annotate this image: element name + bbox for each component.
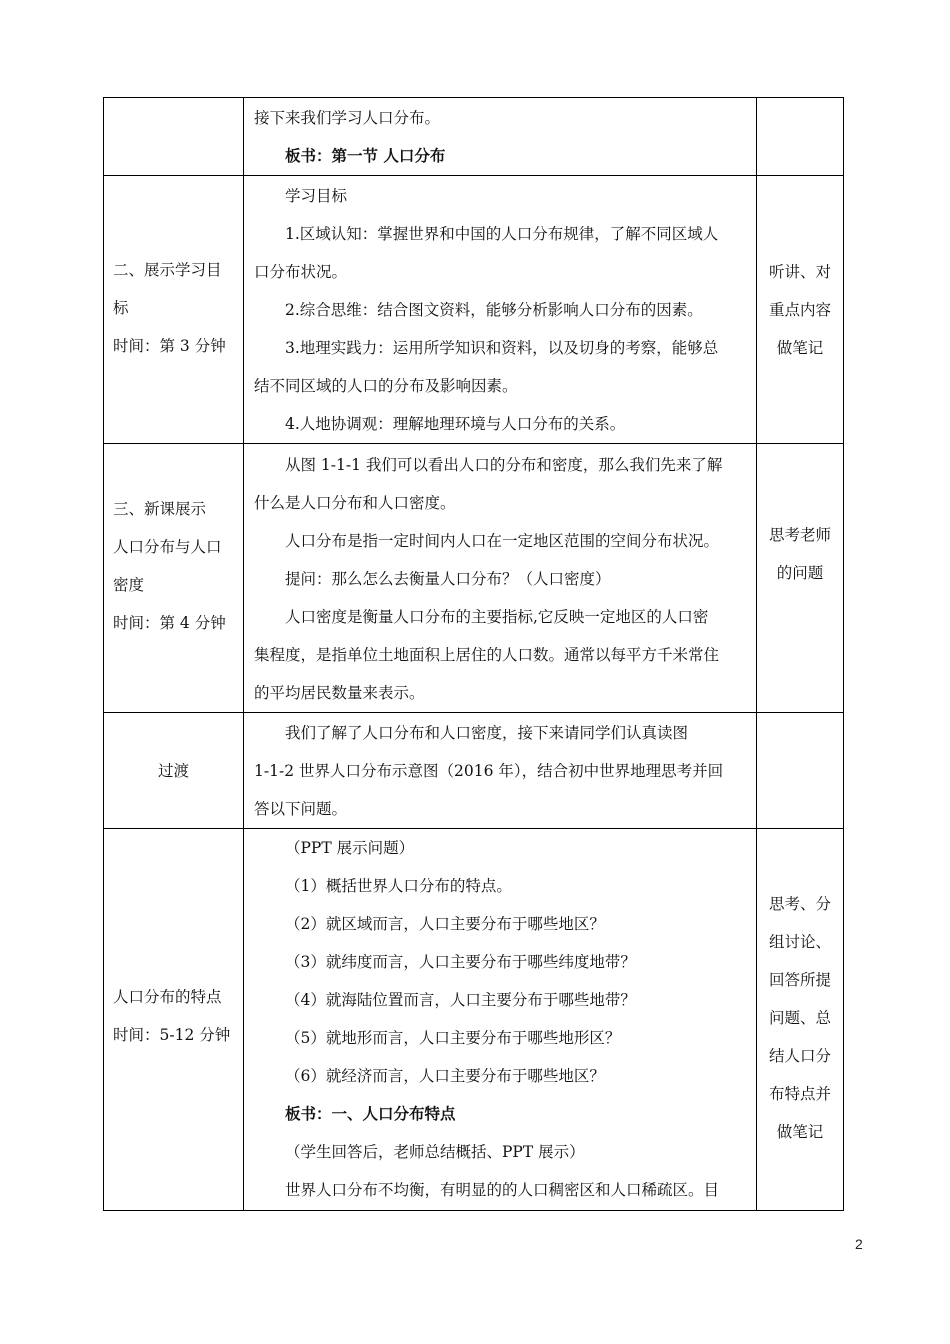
content-line: 结不同区域的人口的分布及影响因素。	[254, 377, 518, 395]
table-row	[104, 444, 844, 713]
stage-label-line: 时间：5-12 分钟	[113, 1025, 231, 1044]
table-row	[104, 176, 844, 444]
content-line: （5）就地形而言，人口主要分布于哪些地形区？	[285, 1029, 621, 1047]
activity-line: 重点内容	[768, 300, 831, 319]
content-line: （1）概括世界人口分布的特点。	[285, 877, 512, 895]
activity-line: 布特点并	[768, 1084, 831, 1103]
content-line: 什么是人口分布和人口密度。	[254, 494, 456, 512]
content-cell	[244, 829, 757, 1211]
board-heading: 板书：第一节 人口分布	[285, 146, 446, 165]
content-cell	[244, 713, 757, 829]
stage-label-line: 人口分布的特点	[113, 987, 222, 1006]
student-activity-cell	[757, 444, 844, 713]
content-line: 4.人地协调观：理解地理环境与人口分布的关系。	[285, 415, 626, 433]
stage-cell	[104, 176, 244, 444]
stage-cell	[104, 444, 244, 713]
content-line: 集程度，是指单位土地面积上居住的人口数。通常以每平方千米常住	[254, 646, 720, 664]
content-line: 的平均居民数量来表示。	[254, 684, 425, 702]
board-heading: 板书：一、人口分布特点	[285, 1104, 456, 1123]
content-cell	[244, 176, 757, 444]
activity-line: 思考老师	[768, 526, 831, 544]
stage-cell	[104, 713, 244, 829]
activity-line: 听讲、对	[768, 262, 831, 281]
content-line: 世界人口分布不均衡，有明显的的人口稠密区和人口稀疏区。目	[285, 1181, 720, 1199]
content-line: 答以下问题。	[254, 800, 348, 818]
stage-label-line: 二、展示学习目	[113, 260, 222, 279]
stage-label-line: 人口分布与人口	[113, 538, 222, 556]
student-activity-cell	[757, 829, 844, 1211]
stage-label-line: 三、新课展示	[113, 500, 207, 518]
student-activity-cell	[757, 713, 844, 829]
content-line: （3）就纬度而言，人口主要分布于哪些纬度地带？	[285, 953, 636, 971]
content-line: 3.地理实践力：运用所学知识和资料，以及切身的考察，能够总	[285, 339, 719, 357]
content-line: 接下来我们学习人口分布。	[254, 109, 441, 127]
student-activity-cell	[757, 176, 844, 444]
page-number: 2	[855, 1236, 863, 1252]
stage-cell	[104, 98, 244, 176]
content-cell	[244, 444, 757, 713]
lesson-plan-table	[103, 97, 844, 1211]
stage-label-line: 过渡	[157, 761, 189, 780]
content-line: 口分布状况。	[254, 263, 348, 281]
content-line: （PPT 展示问题）	[285, 839, 415, 857]
content-line: 学习目标	[285, 187, 348, 205]
activity-line: 回答所提	[768, 970, 831, 989]
activity-line: 结人口分	[768, 1046, 831, 1065]
content-line: 我们了解了人口分布和人口密度，接下来请同学们认真读图	[285, 724, 689, 742]
table-row	[104, 98, 844, 176]
content-line: 1.区域认知：掌握世界和中国的人口分布规律，了解不同区域人	[285, 225, 719, 243]
table-row	[104, 829, 844, 1211]
activity-line: 做笔记	[776, 1122, 824, 1141]
stage-label-line: 密度	[113, 576, 145, 594]
activity-line: 组讨论、	[768, 932, 831, 951]
activity-line: 的问题	[776, 564, 824, 582]
stage-label-line: 时间：第 3 分钟	[113, 336, 226, 355]
content-cell	[244, 98, 757, 176]
content-line: 人口分布是指一定时间内人口在一定地区范围的空间分布状况。	[285, 532, 720, 550]
stage-cell	[104, 829, 244, 1211]
content-line: 人口密度是衡量人口分布的主要指标,它反映一定地区的人口密	[285, 608, 709, 626]
content-line: （4）就海陆位置而言，人口主要分布于哪些地带？	[285, 991, 636, 1009]
content-line: 2.综合思维：结合图文资料，能够分析影响人口分布的因素。	[285, 301, 703, 319]
table-row	[104, 713, 844, 829]
activity-line: 思考、分	[768, 894, 831, 913]
activity-line: 做笔记	[776, 338, 824, 357]
content-line: 提问：那么怎么去衡量人口分布？（人口密度）	[285, 570, 611, 588]
content-line: 从图 1-1-1 我们可以看出人口的分布和密度，那么我们先来了解	[285, 456, 723, 474]
stage-label-line: 标	[113, 298, 129, 317]
content-line: 1-1-2 世界人口分布示意图（2016 年），结合初中世界地理思考并回	[254, 762, 724, 780]
student-activity-cell	[757, 98, 844, 176]
content-line: （6）就经济而言，人口主要分布于哪些地区？	[285, 1067, 605, 1085]
content-line: （2）就区域而言，人口主要分布于哪些地区？	[285, 915, 605, 933]
content-line: （学生回答后，老师总结概括、PPT 展示）	[285, 1143, 585, 1161]
stage-label-line: 时间：第 4 分钟	[113, 614, 226, 632]
activity-line: 问题、总	[768, 1008, 831, 1027]
